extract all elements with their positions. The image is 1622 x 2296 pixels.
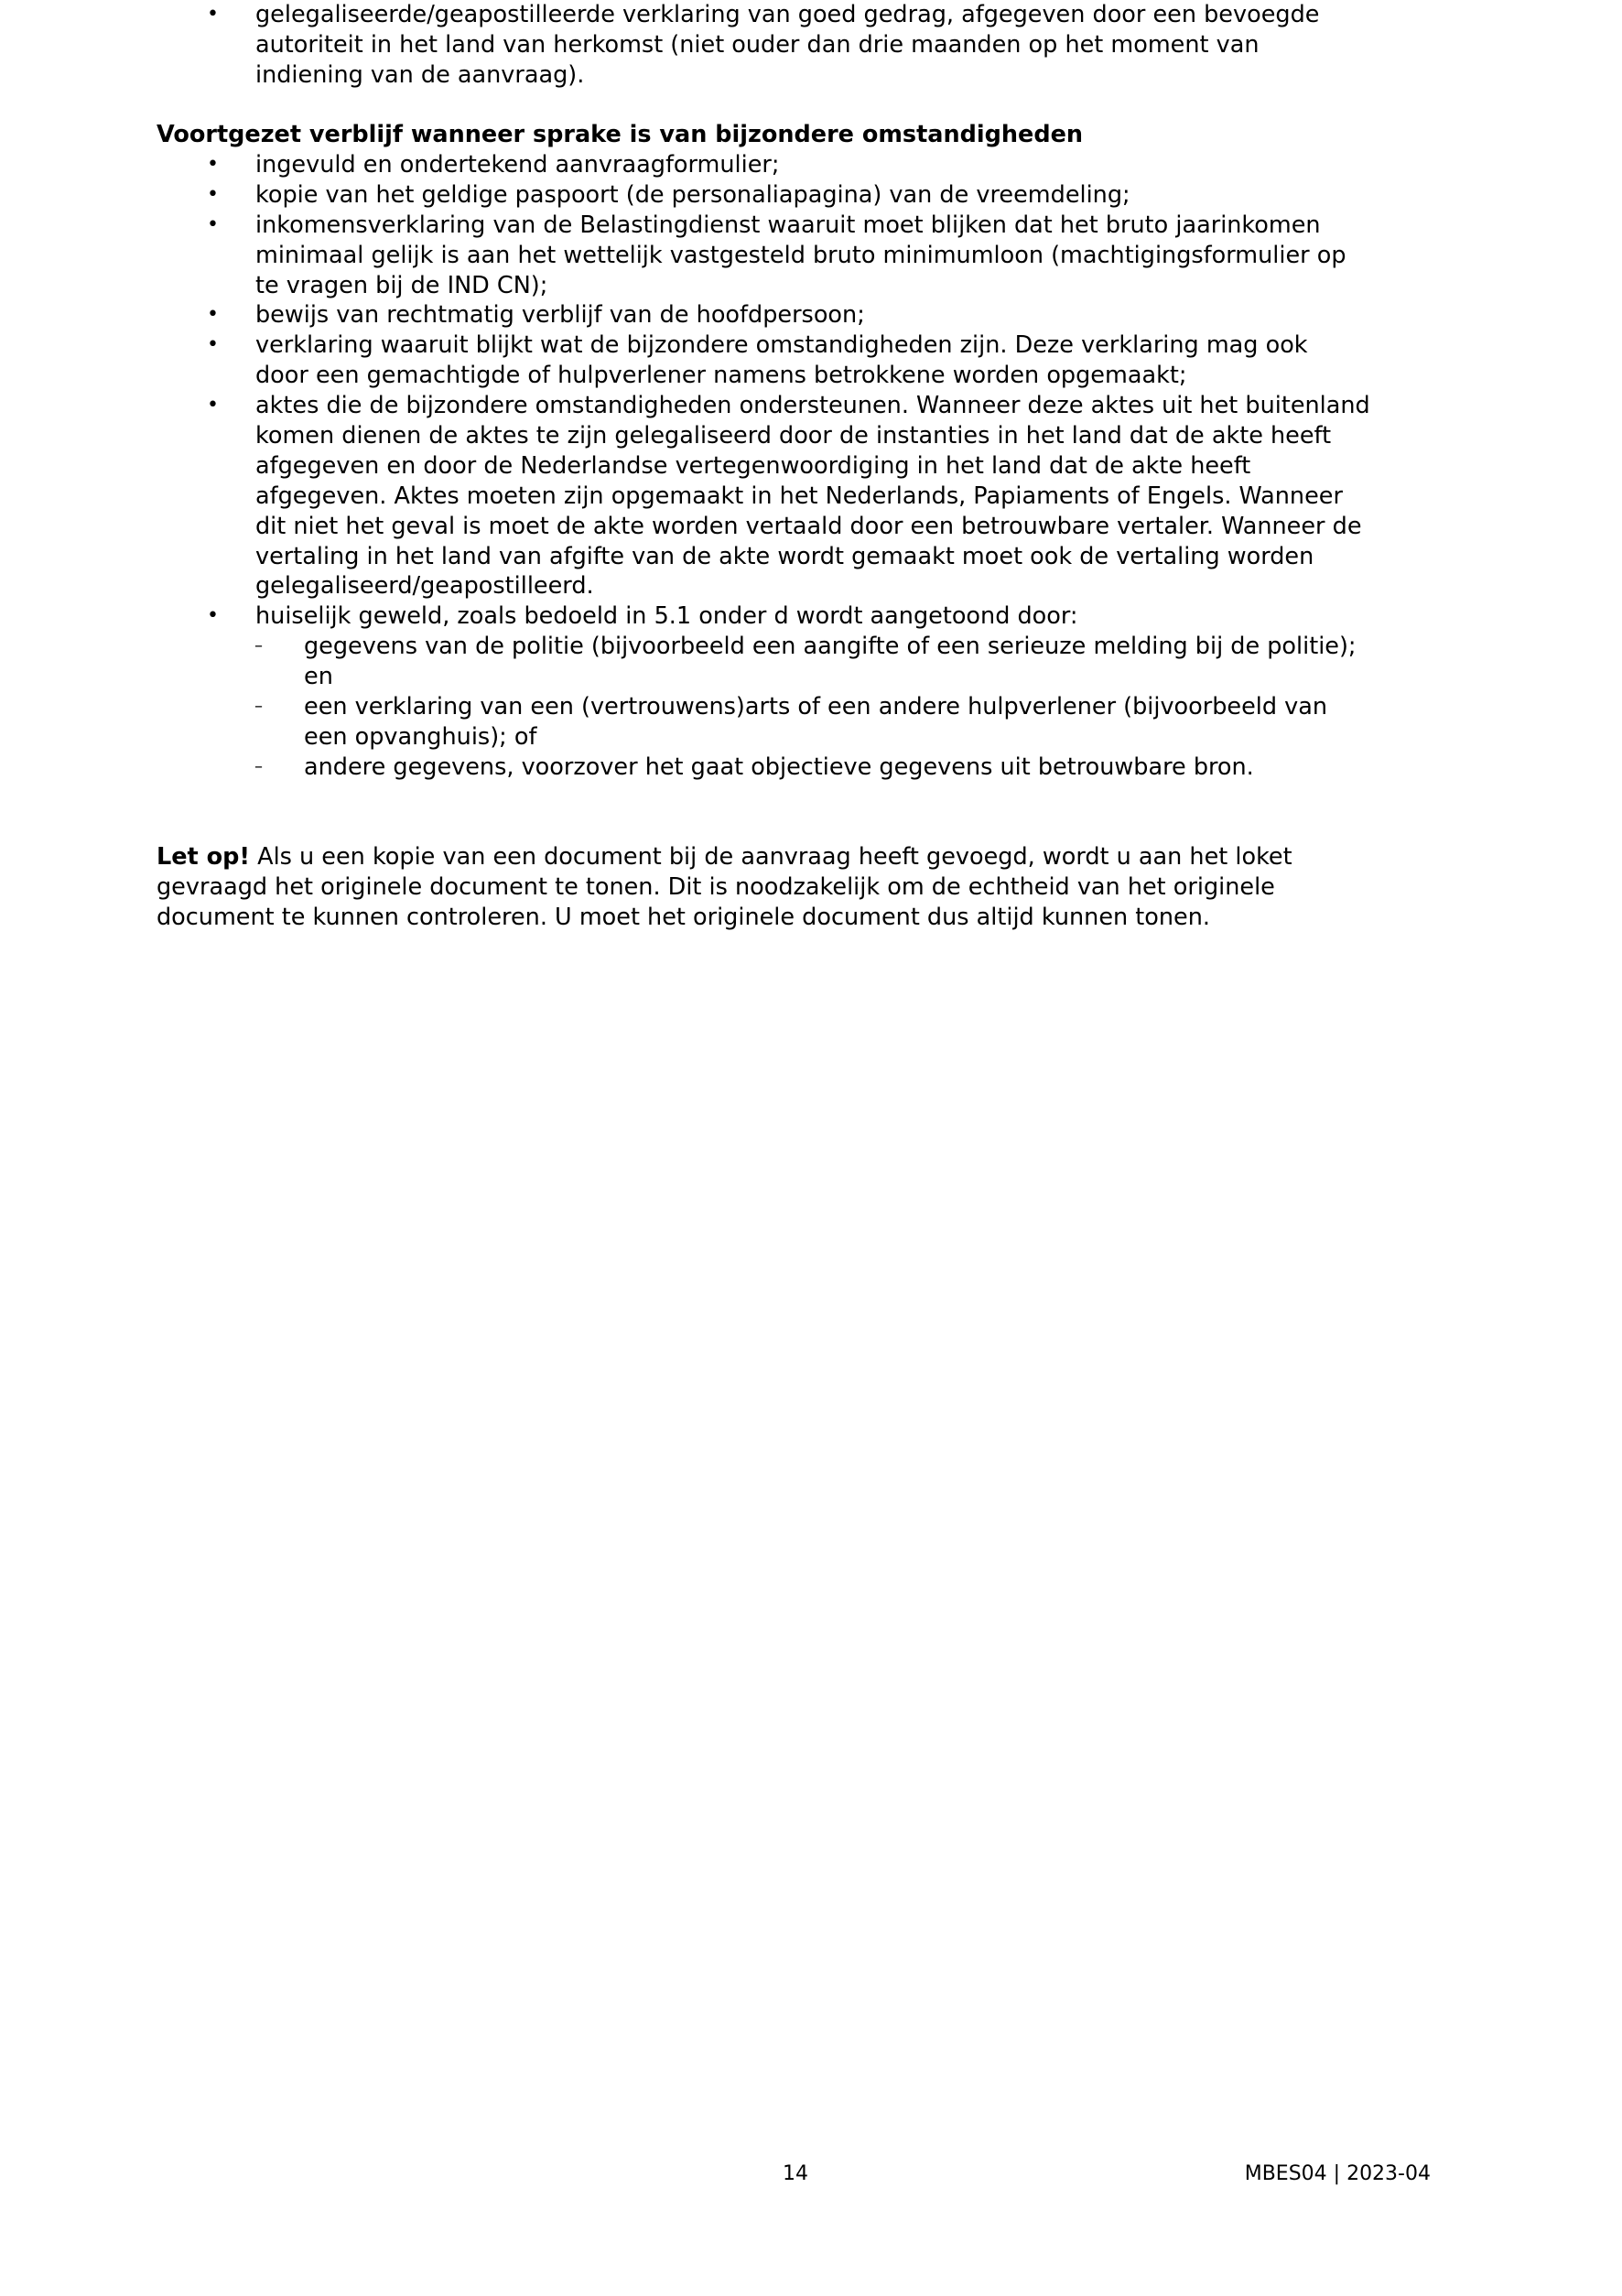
- bullet-icon: •: [207, 153, 219, 176]
- list-item-text: inkomensverklaring van de Belastingdienst waaruit moet blijken dat het bruto jaarinkomen: [255, 211, 1321, 239]
- dash-icon: –: [254, 697, 263, 717]
- note-text: gevraagd het originele document te tonen. Dit is noodzakelijk om de echtheid van het originele: [157, 872, 1275, 901]
- dash-icon: –: [254, 756, 263, 776]
- list-item-line: [0, 512, 1622, 542]
- list-item-text: gelegaliseerd/geapostilleerd.: [255, 572, 594, 601]
- note-line: [157, 903, 1292, 933]
- list-item-line: [0, 330, 1622, 361]
- list-item-line: [0, 211, 1622, 241]
- list-item-line: [0, 662, 1622, 692]
- bullet-icon: •: [207, 212, 219, 236]
- list-item-text: bewijs van rechtmatig verblijf van de hoofdpersoon;: [255, 301, 865, 330]
- list-item-line: [0, 571, 1622, 601]
- list-item-text: te vragen bij de IND CN);: [255, 271, 548, 299]
- list-item-text: dit niet het geval is moet de akte worden vertaald door een betrouwbare vertaler. Wanneer de: [255, 512, 1362, 540]
- note-label: Let op!: [157, 843, 251, 871]
- bullet-icon: •: [207, 3, 219, 26]
- dash-icon: –: [254, 636, 263, 656]
- requirements-list: [0, 150, 1622, 783]
- list-item-line: [0, 542, 1622, 572]
- list-item-line: [0, 421, 1622, 451]
- note-paragraph: [157, 842, 1292, 933]
- list-item-line: [0, 150, 1622, 180]
- note-text: Als u een kopie van een document bij de aanvraag heeft gevoegd, wordt u aan het loket: [250, 843, 1292, 871]
- list-item-text: gegevens van de politie (bijvoorbeeld een aangifte of een serieuze melding bij de politie);: [304, 633, 1357, 661]
- list-item-text: komen dienen de aktes te zijn gelegaliseerd door de instanties in het land dat de akte heeft: [255, 422, 1332, 450]
- page-number: 14: [783, 2162, 808, 2185]
- list-item-text: autoriteit in het land van herkomst (niet ouder dan drie maanden op het moment van: [255, 30, 1260, 59]
- list-item-text: minimaal gelijk is aan het wettelijk vastgesteld bruto minimumloon (machtigingsformulier op: [255, 241, 1346, 269]
- list-item-text: andere gegevens, voorzover het gaat objectieve gegevens uit betrouwbare bron.: [304, 753, 1254, 781]
- list-item-text: afgegeven. Aktes moeten zijn opgemaakt in het Nederlands, Papiaments of Engels. Wanneer: [255, 482, 1343, 510]
- list-item-line: [0, 60, 1622, 91]
- list-item-line: [0, 300, 1622, 330]
- note-line: [157, 872, 1292, 903]
- list-item-line: [0, 601, 1622, 632]
- list-item-text: een opvanghuis); of: [304, 722, 537, 751]
- list-item-line: [0, 180, 1622, 211]
- bullet-icon: •: [207, 333, 219, 357]
- list-item-text: verklaring waaruit blijkt wat de bijzondere omstandigheden zijn. Deze verklaring mag ook: [255, 331, 1308, 360]
- bullet-icon: •: [207, 303, 219, 327]
- list-item-text: afgegeven en door de Nederlandse vertegenwoordiging in het land dat de akte heeft: [255, 451, 1251, 480]
- list-item-text: een verklaring van een (vertrouwens)arts of een andere hulpverlener (bijvoorbeeld van: [304, 693, 1328, 721]
- list-item-line: [0, 722, 1622, 753]
- list-item-text: ingevuld en ondertekend aanvraagformulier;: [255, 151, 780, 179]
- list-item-line: [0, 632, 1622, 662]
- list-item-text: kopie van het geldige paspoort (de personaliapagina) van de vreemdeling;: [255, 180, 1130, 209]
- list-item-line: [0, 271, 1622, 301]
- bullet-icon: •: [207, 394, 219, 417]
- note-line: [157, 842, 1292, 872]
- list-item-line: [0, 241, 1622, 271]
- list-item-text: door een gemachtigde of hulpverlener namens betrokkene worden opgemaakt;: [255, 362, 1187, 390]
- list-item-line: [0, 30, 1622, 60]
- list-item-line: [0, 692, 1622, 722]
- list-item-line: [0, 753, 1622, 783]
- note-text: document te kunnen controleren. U moet het originele document dus altijd kunnen tonen.: [157, 903, 1210, 931]
- bullet-icon: •: [207, 604, 219, 628]
- section-heading: Voortgezet verblijf wanneer sprake is van bijzondere omstandigheden: [157, 121, 1084, 148]
- list-item-line: [0, 391, 1622, 421]
- bullet-icon: •: [207, 182, 219, 206]
- list-item-text: aktes die de bijzondere omstandigheden ondersteunen. Wanneer deze aktes uit het buitenland: [255, 392, 1370, 420]
- list-item-line: [0, 482, 1622, 512]
- list-item-text: huiselijk geweld, zoals bedoeld in 5.1 onder d wordt aangetoond door:: [255, 602, 1078, 631]
- list-item-line: [0, 0, 1622, 30]
- list-item-text: vertaling in het land van afgifte van de akte wordt gemaakt moet ook de vertaling worden: [255, 542, 1314, 570]
- intro-list: [0, 0, 1622, 91]
- list-item-line: [0, 361, 1622, 391]
- list-item-text: en: [304, 663, 333, 691]
- list-item-text: indiening van de aanvraag).: [255, 60, 585, 89]
- document-code: MBES04 | 2023-04: [1244, 2162, 1431, 2185]
- list-item-line: [0, 451, 1622, 482]
- list-item-text: gelegaliseerde/geapostilleerde verklaring van goed gedrag, afgegeven door een bevoegde: [255, 1, 1320, 28]
